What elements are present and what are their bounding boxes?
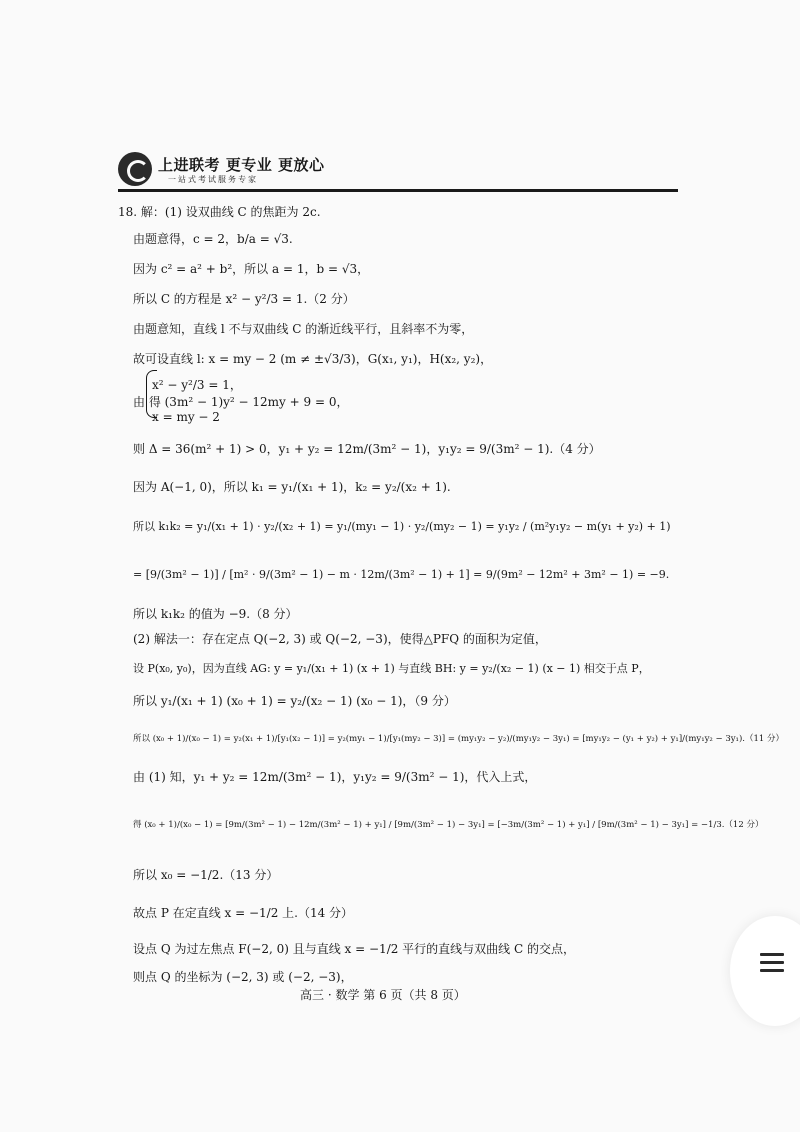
system-equation: x = my − 2 <box>152 410 220 424</box>
solution-line: 所以 k₁k₂ 的值为 −9.（8 分） <box>133 607 298 621</box>
solution-line: 故点 P 在定直线 x = −1/2 上.（14 分） <box>133 906 354 920</box>
system-equation: x² − y²/3 = 1， <box>152 378 242 392</box>
solution-line: 则 Δ = 36(m² + 1) > 0，y₁ + y₂ = 12m/(3m² − 1)，y₁y₂ = 9/(3m² − 1).（4 分） <box>133 442 601 456</box>
solution-line: 设 P(x₀, y₀)，因为直线 AG: y = y₁/(x₁ + 1) (x + 1) 与直线 BH: y = y₂/(x₂ − 1) (x − 1) 相交于点 P， <box>133 662 650 675</box>
brand-name: 上进联考 更专业 更放心 <box>158 156 325 174</box>
page-header <box>118 150 678 192</box>
brand-logo-icon <box>118 152 152 186</box>
solution-line: 所以 y₁/(x₁ + 1) (x₀ + 1) = y₂/(x₂ − 1) (x₀ − 1)，（9 分） <box>133 694 456 708</box>
solution-line: 所以 C 的方程是 x² − y²/3 = 1.（2 分） <box>133 292 355 306</box>
solution-line: 18. 解：(1) 设双曲线 C 的焦距为 2c. <box>118 205 321 219</box>
page-footer: 高三 · 数学 第 6 页（共 8 页） <box>300 988 466 1002</box>
header-rule <box>118 189 678 192</box>
brand-subtitle: 一站式考试服务专家 <box>168 175 258 184</box>
solution-line: = [9/(3m² − 1)] / [m² · 9/(3m² − 1) − m · 12m/(3m² − 1) + 1] = 9/(9m² − 12m² + 3m² − 1) = −9. <box>133 568 670 581</box>
solution-line: 设点 Q 为过左焦点 F(−2, 0) 且与直线 x = −1/2 平行的直线与双曲线 C 的交点， <box>133 942 575 956</box>
solution-line: 因为 c² = a² + b²，所以 a = 1，b = √3， <box>133 262 370 276</box>
solution-line: 由题意得，c = 2，b/a = √3. <box>133 232 293 246</box>
solution-line: 由 (1) 知，y₁ + y₂ = 12m/(3m² − 1)，y₁y₂ = 9/(3m² − 1)，代入上式， <box>133 770 537 784</box>
solution-line: 所以 (x₀ + 1)/(x₀ − 1) = y₂(x₁ + 1)/[y₁(x₂ − 1)] = y₂(my₁ − 1)/[y₁(my₂ − 3)] = (my₁y₂ − y₂)/(my₁y₂ − 3y₁) = [my₁y₂ − (y₁ + y₂) + y₁]/(my₁y₂ − 3y₁).（11 分） <box>133 734 784 744</box>
solution-line: (2) 解法一：存在定点 Q(−2, 3) 或 Q(−2, −3)，使得△PFQ 的面积为定值， <box>133 632 547 646</box>
solution-line: 因为 A(−1, 0)，所以 k₁ = y₁/(x₁ + 1)，k₂ = y₂/(x₂ + 1). <box>133 480 451 494</box>
menu-icon[interactable] <box>760 953 784 973</box>
solution-line: 由题意知，直线 l 不与双曲线 C 的渐近线平行，且斜率不为零， <box>133 322 474 336</box>
solution-line: 则点 Q 的坐标为 (−2, 3) 或 (−2, −3)， <box>133 970 353 984</box>
solution-line: 故可设直线 l: x = my − 2 (m ≠ ±√3/3)，G(x₁, y₁)，H(x₂, y₂)， <box>133 352 493 366</box>
solution-line: 所以 k₁k₂ = y₁/(x₁ + 1) · y₂/(x₂ + 1) = y₁/(my₁ − 1) · y₂/(my₂ − 1) = y₁y₂ / (m²y₁y₂ − m(y₁ + y₂) + 1) <box>133 520 671 533</box>
solution-line: 由 得 (3m² − 1)y² − 12my + 9 = 0， <box>133 395 349 409</box>
solution-line: 所以 x₀ = −1/2.（13 分） <box>133 868 279 882</box>
solution-line: 得 (x₀ + 1)/(x₀ − 1) = [9m/(3m² − 1) − 12m/(3m² − 1) + y₁] / [9m/(3m² − 1) − 3y₁] = [−3m/(3m² − 1) + y₁] / [9m/(3m² − 1) − 3y₁] = −1/3.（12 分） <box>133 820 764 830</box>
